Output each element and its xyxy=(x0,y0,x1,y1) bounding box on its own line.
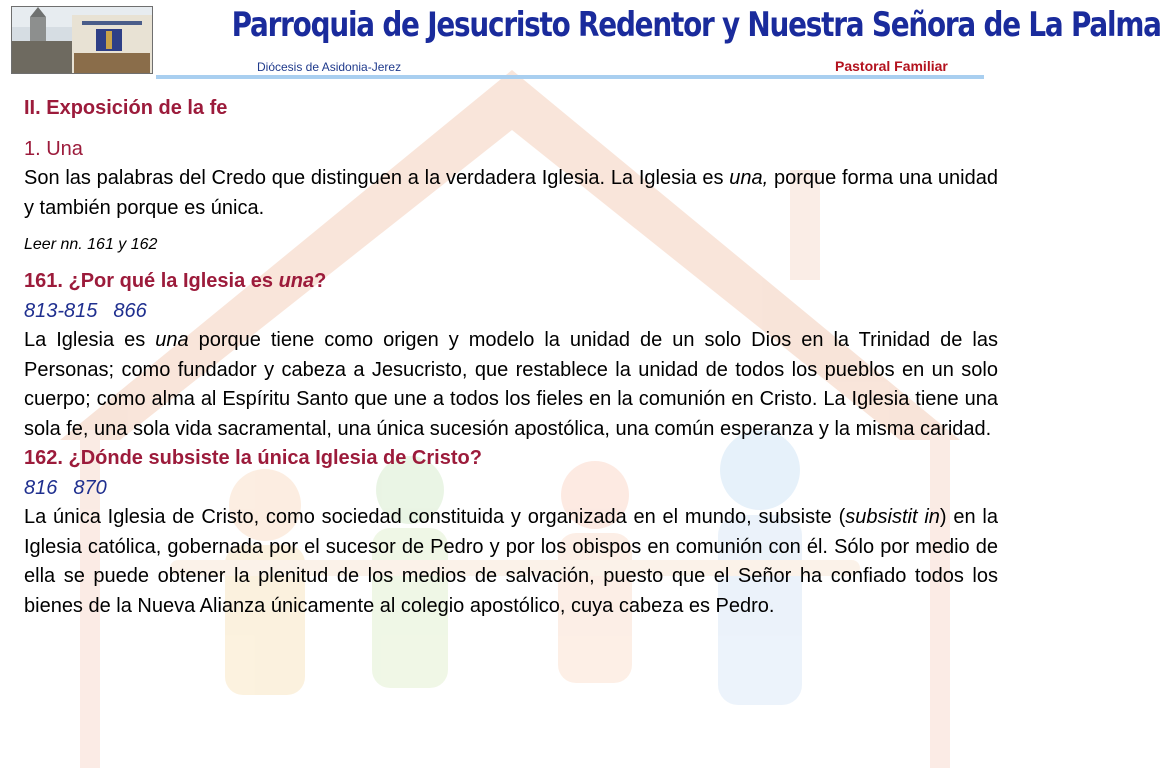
intro-emphasis: una, xyxy=(729,167,769,189)
answer-161 xyxy=(24,326,998,444)
answer-162-emphasis: subsistit in xyxy=(845,506,940,528)
diocese-label: Diócesis de Asidonia-Jerez xyxy=(257,60,402,74)
answer-161-text-a: La Iglesia es xyxy=(24,329,156,351)
ref-162-a: 816 xyxy=(24,476,58,499)
question-161-mark: ? xyxy=(314,270,327,292)
ref-161-b: 866 xyxy=(113,299,147,322)
header-divider xyxy=(156,75,984,79)
answer-162 xyxy=(24,503,998,621)
intro-text-a: Son las palabras del Credo que distinguen a la verdadera Iglesia. La Iglesia es xyxy=(24,167,730,189)
reading-reference: Leer nn. 161 y 162 xyxy=(24,236,158,253)
answer-161-emphasis: una xyxy=(155,329,189,351)
item-title: 1. Una xyxy=(24,138,83,160)
parish-title: Parroquia de Jesucristo Redentor y Nuestra Señora de La Palma xyxy=(231,5,1161,45)
answer-161-text-b: porque tiene como origen y modelo la unidad de un solo Dios en la Trinidad de las Personas; como fundador y cabeza a Jesucristo, que restablece la unidad de todos los pueblos en un solo cuerpo; como alma al Espíritu Santo que une a todos los fieles en la comunión en Cristo. La Iglesia tiene una sola fe, una sola vida sacramental, una única sucesión apostólica, una común esperanza y la misma caridad. xyxy=(24,329,998,440)
ref-162-b: 870 xyxy=(73,476,107,499)
pastoral-label: Pastoral Familiar xyxy=(835,58,948,74)
answer-162-text-b: ) en la Iglesia católica, gobernada por el sucesor de Pedro y por los obispos en comunión con él. Sólo por medio de ella se puede obtener la plenitud de los medios de salvación, puesto que el Señor ha confiado todos los bienes de la Nueva Alianza únicamente al colegio apostólico, cuya cabeza es Pedro. xyxy=(24,506,998,617)
question-161 xyxy=(24,267,998,297)
question-162: 162. ¿Dónde subsiste la única Iglesia de Cristo? xyxy=(24,447,482,469)
intro-paragraph xyxy=(24,164,998,223)
page-header xyxy=(0,0,1161,82)
intro-text-b: porque forma una unidad y también porque es única. xyxy=(24,167,998,219)
question-161-text: 161. ¿Por qué la Iglesia es xyxy=(24,270,279,292)
question-161-emphasis: una xyxy=(278,270,315,292)
catechism-refs-161 xyxy=(24,297,998,327)
catechism-refs-162 xyxy=(24,474,998,504)
answer-162-text-a: La única Iglesia de Cristo, como sociedad constituida y organizada en el mundo, subsiste ( xyxy=(24,506,846,528)
document-body xyxy=(24,94,998,621)
ref-161-a: 813-815 xyxy=(24,299,98,322)
section-title: II. Exposición de la fe xyxy=(24,97,228,119)
church-photo xyxy=(11,6,153,74)
